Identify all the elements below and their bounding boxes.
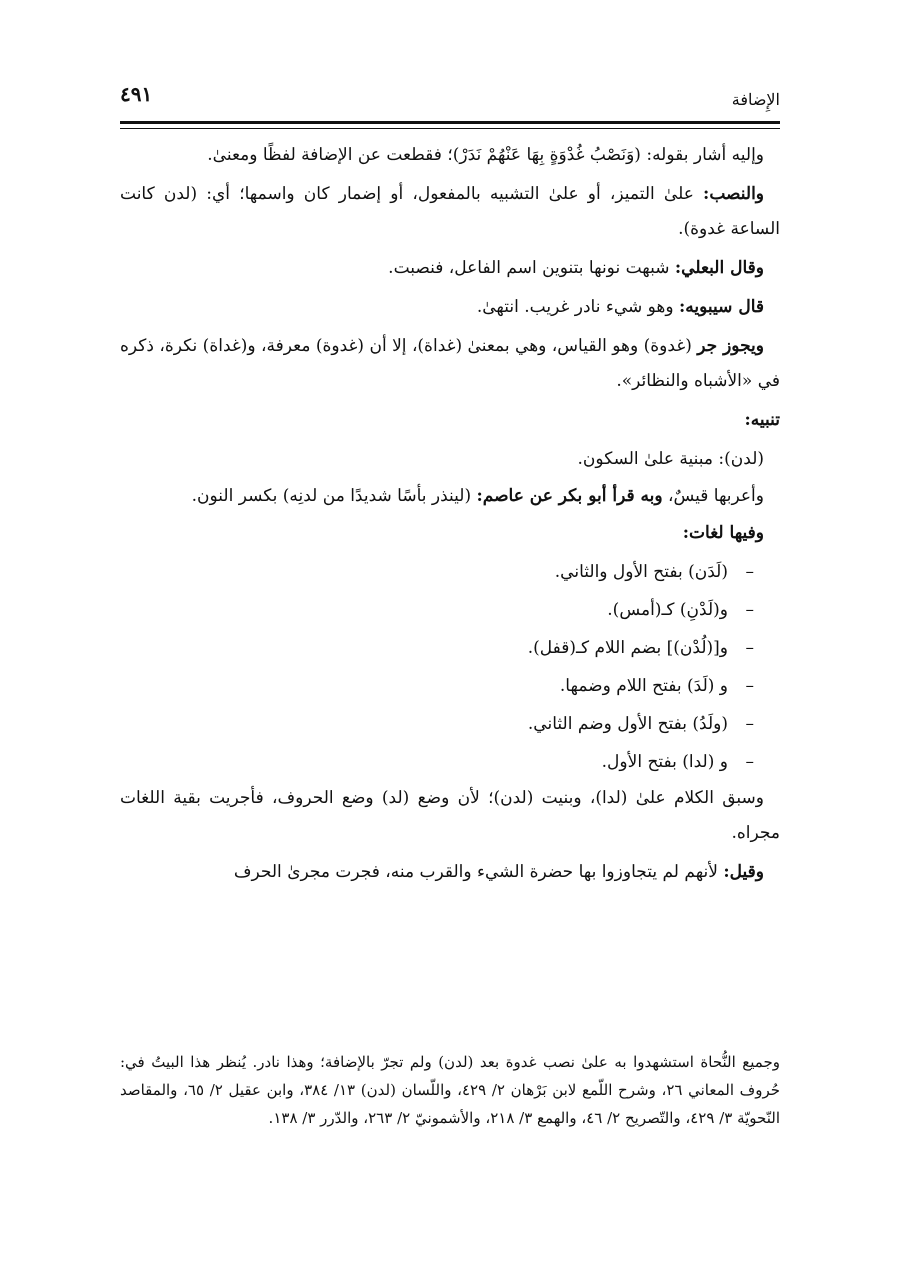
page-header <box>120 80 780 120</box>
note-text: وأعربها قيسٌ، <box>662 486 764 506</box>
list-item-text: و(لَدْنِ) كـ(أمس). <box>607 600 728 620</box>
paragraph-lead: ويجوز جر <box>697 336 764 356</box>
note-text: (لينذر بأسًا شديدًا من لدنِه) بكسر النون. <box>191 486 477 506</box>
paragraph <box>120 329 780 399</box>
header-rule-thin <box>120 128 780 129</box>
paragraph <box>120 138 780 173</box>
list-item-text: (لَدَن) بفتح الأول والثاني. <box>554 562 728 582</box>
list-item <box>120 591 754 629</box>
list-item-text: و (لَدَ) بفتح اللام وضمها. <box>559 676 728 696</box>
paragraph-text: وإليه أشار بقوله: (وَنَصْبُ غُدْوَةٍ بِهَا عَنْهُمْ نَدَرْ)؛ فقطعت عن الإضافة لفظًا ومعنىٰ. <box>207 145 764 165</box>
paragraph <box>120 855 780 890</box>
list-item <box>120 705 754 743</box>
paragraph-lead: وقيل: <box>723 862 764 882</box>
dash-icon: – <box>745 752 754 772</box>
paragraph <box>120 177 780 247</box>
note-lead: وبه قرأ أبو بكر عن عاصم: <box>476 486 663 506</box>
footnote-text: وجميع النُّحاة استشهدوا به علىٰ نصب غدوة بعد (لدن) ولم تجرّ بالإضافة؛ وهذا نادر. يُنظر هذا البيتُ في: حُروف المعاني ٢٦، وشرح اللّمع لابن بَرْهان ٢/ ٤٢٩، واللّسان (لدن) ١٣/ ٣٨٤، وابن عقيل ٢/ ٦٥، والمقاصد النّحويّة ٣/ ٤٢٩، والتّصريح ٢/ ٤٦، والهمع ٣/ ٢١٨، والأشمونيّ ٢/ ٢٦٣، والدّرر ٣/ ١٣٨. <box>120 1053 780 1127</box>
paragraph-text: شبهت نونها بتنوين اسم الفاعل، فنصبت. <box>388 258 675 278</box>
paragraph-text: لأنهم لم يتجاوزوا بها حضرة الشيء والقرب منه، فجرت مجرىٰ الحرف <box>233 862 724 882</box>
paragraph-lead: والنصب: <box>703 184 764 204</box>
list-item <box>120 667 754 705</box>
paragraph <box>120 251 780 286</box>
dash-icon: – <box>745 676 754 696</box>
dash-icon: – <box>745 600 754 620</box>
note-line: (لدن): مبنية علىٰ السكون. <box>577 449 764 469</box>
list-item-text: (ولَدُ) بفتح الأول وضم الثاني. <box>527 714 728 734</box>
paragraph <box>120 290 780 325</box>
list-item-text: و[(لُدْن)] بضم اللام كـ(قفل). <box>527 638 728 658</box>
main-text <box>120 138 780 894</box>
paragraph-lead: قال سيبويه: <box>679 297 764 317</box>
paragraph: وسبق الكلام علىٰ (لدا)، وبنيت (لدن)؛ لأن وضع (لد) وضع الحروف، فأجريت بقية اللغات مجراه. <box>120 788 780 843</box>
list-item <box>120 629 754 667</box>
variants-list <box>120 553 780 781</box>
dash-icon: – <box>745 714 754 734</box>
dash-icon: – <box>745 562 754 582</box>
variants-heading: وفيها لغات: <box>682 523 764 543</box>
running-title: الإِضافة <box>731 90 780 109</box>
list-item <box>120 743 754 781</box>
paragraph-text: (غدوة) وهو القياس، وهي بمعنىٰ (غداة)، إلا أن (غدوة) معرفة، و(غداة) نكرة، ذكره في «الأشباه والنظائر». <box>120 336 780 391</box>
dash-icon: – <box>745 638 754 658</box>
page-number: ٤٩١ <box>120 82 153 106</box>
footnotes <box>120 1048 780 1132</box>
note-line <box>120 479 780 514</box>
section-heading: تنبيه: <box>744 410 780 430</box>
paragraph-lead: وقال البعلي: <box>674 258 764 278</box>
list-item-text: و (لدا) بفتح الأول. <box>601 752 728 772</box>
list-item <box>120 553 754 591</box>
paragraph-text: علىٰ التميز، أو علىٰ التشبيه بالمفعول، أو إضمار كان واسمها؛ أي: (لدن كانت الساعة غدوة). <box>120 184 780 239</box>
header-rule-thick <box>120 121 780 124</box>
paragraph-text: وهو شيء نادر غريب. انتهىٰ. <box>476 297 680 317</box>
